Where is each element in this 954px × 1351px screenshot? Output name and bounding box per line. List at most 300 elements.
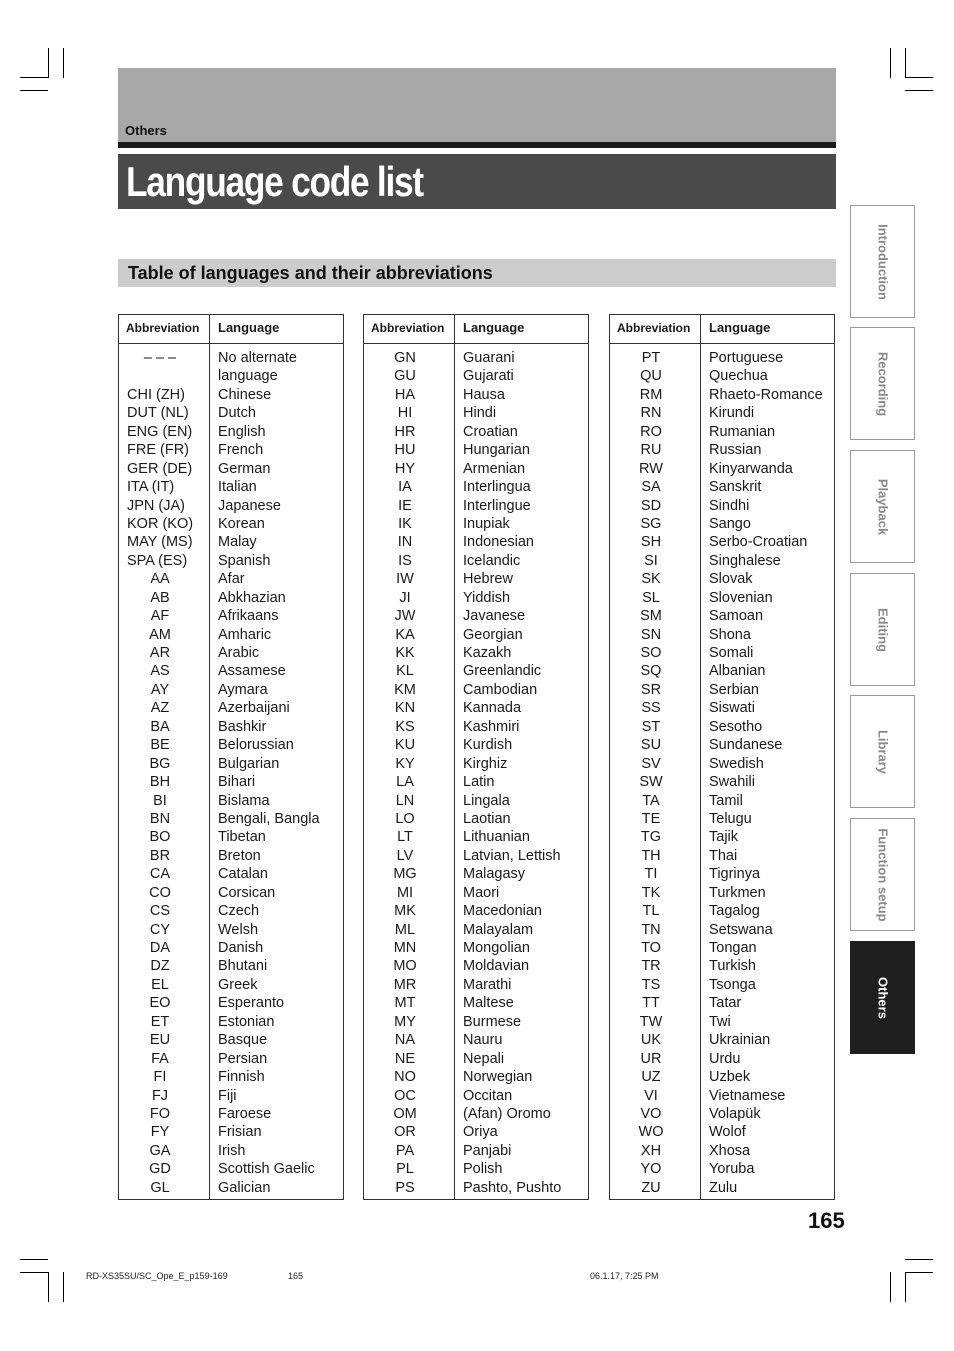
abbreviation-cell: PT	[641, 350, 661, 366]
language-cell: Tajik	[709, 829, 739, 846]
abbreviation-cell: EO	[149, 995, 171, 1012]
language-cell: Kirundi	[709, 405, 755, 422]
abbreviation-cell: PL	[396, 1161, 414, 1178]
abbreviation-cell: RU	[640, 442, 662, 459]
table-row	[364, 755, 588, 773]
language-cell: Thai	[709, 847, 738, 864]
language-cell: Bihari	[218, 774, 256, 791]
abbreviation-cell: DZ	[150, 958, 170, 975]
abbreviation-cell: MY	[394, 1013, 416, 1030]
abbreviation-cell: FI	[153, 1069, 167, 1086]
language-cell: No alternate	[218, 350, 297, 366]
table-row	[119, 626, 343, 644]
abbreviation-cell: KU	[394, 737, 416, 754]
side-tab-label: Library	[875, 729, 890, 774]
language-cell: Ukrainian	[709, 1032, 771, 1049]
abbreviation-cell: LN	[395, 792, 415, 809]
language-cell: Shona	[709, 626, 751, 643]
abbreviation-cell: AY	[150, 681, 170, 698]
table-row	[364, 902, 588, 920]
table-row	[119, 994, 343, 1012]
abbreviation-cell: TW	[639, 1013, 663, 1030]
language-cell: Maltese	[463, 995, 514, 1012]
abbreviation-cell: TH	[641, 847, 661, 864]
abbreviation-cell: PS	[395, 1179, 415, 1196]
table-row	[119, 902, 343, 920]
table-row	[119, 865, 343, 883]
table-row	[119, 1013, 343, 1031]
side-tab-editing[interactable]	[850, 573, 915, 686]
table-row	[364, 589, 588, 607]
abbreviation-cell: GN	[394, 350, 416, 366]
abbreviation-cell: CS	[149, 903, 171, 920]
language-cell: Danish	[218, 940, 264, 956]
language-cell: Afar	[218, 571, 245, 588]
table-row	[364, 1013, 588, 1031]
table-row	[364, 1050, 588, 1068]
side-tab-function-setup[interactable]	[850, 818, 915, 931]
language-cell: Irish	[218, 1142, 246, 1159]
abbreviation-cell: SI	[644, 552, 658, 569]
abbreviation-cell: TS	[641, 976, 661, 993]
table-row	[610, 828, 834, 846]
table-row	[610, 441, 834, 459]
abbreviation-cell: HI	[397, 405, 413, 422]
language-cell: Spanish	[218, 552, 271, 569]
abbreviation-cell: OM	[393, 1105, 417, 1122]
language-cell: Slovenian	[709, 589, 773, 606]
abbreviation-cell: NE	[394, 1050, 416, 1067]
language-cell: Telugu	[709, 810, 752, 827]
abbreviation-cell: UZ	[641, 1069, 661, 1086]
abbreviation-cell: SG	[640, 515, 662, 532]
table-row	[119, 423, 343, 441]
language-cell: Bhutani	[218, 958, 268, 975]
language-cell: Interlingue	[463, 497, 531, 514]
footer-file: RD-XS35SU/SC_Ope_E_p159-169	[86, 1271, 228, 1281]
abbreviation-cell: SK	[641, 571, 661, 588]
table-row	[364, 441, 588, 459]
language-cell: Macedonian	[463, 903, 542, 920]
abbreviation-cell: IN	[397, 534, 413, 551]
table-row	[119, 1123, 343, 1141]
abbreviation-cell: MR	[393, 976, 417, 993]
abbreviation-cell: RW	[639, 460, 663, 477]
language-cell: Japanese	[218, 497, 281, 514]
table-row	[610, 552, 834, 570]
abbreviation-cell: KA	[395, 626, 415, 643]
language-cell: Esperanto	[218, 995, 285, 1012]
table-header	[119, 315, 343, 344]
abbreviation-cell: LO	[395, 810, 415, 827]
abbreviation-cell: GU	[394, 368, 416, 385]
language-cell: Rumanian	[709, 423, 776, 440]
table-row	[610, 1123, 834, 1141]
table-row	[364, 957, 588, 975]
language-cell: Bulgarian	[218, 755, 280, 772]
abbreviation-cell: SD	[640, 497, 662, 514]
crop-mark	[20, 77, 48, 78]
side-tab-label: Others	[875, 976, 890, 1019]
abbreviation-cell: JI	[399, 589, 411, 606]
table-body	[119, 349, 343, 1197]
table-row	[610, 847, 834, 865]
abbreviation-cell: FA	[151, 1050, 169, 1067]
abbreviation-cell: FJ	[151, 1087, 169, 1104]
language-cell: Kannada	[463, 700, 522, 717]
language-cell: Tsonga	[709, 976, 756, 993]
language-cell: Quechua	[709, 368, 768, 385]
table-row	[119, 939, 343, 957]
table-row	[610, 718, 834, 736]
table-row	[119, 1050, 343, 1068]
language-cell: Aymara	[218, 681, 268, 698]
language-cell: Sanskrit	[709, 479, 762, 496]
language-cell: Hindi	[463, 405, 497, 422]
header-abbreviation: Abbreviation	[371, 321, 445, 335]
table-row	[610, 589, 834, 607]
abbreviation-cell: KS	[395, 718, 415, 735]
abbreviation-cell: ST	[641, 718, 661, 735]
crop-mark	[63, 1272, 64, 1302]
table-row	[119, 1142, 343, 1160]
table-row	[364, 736, 588, 754]
abbreviation-cell: TE	[641, 810, 661, 827]
language-cell: Interlingua	[463, 479, 531, 496]
language-cell: Volapük	[709, 1105, 761, 1122]
table-row	[610, 515, 834, 533]
abbreviation-cell: RO	[640, 423, 662, 440]
table-row	[610, 884, 834, 902]
table-row	[119, 644, 343, 662]
language-cell: Kirghiz	[463, 755, 508, 772]
language-cell: Abkhazian	[218, 589, 286, 606]
abbreviation-cell: SR	[640, 681, 662, 698]
language-cell: Tatar	[709, 995, 742, 1012]
table-row	[364, 570, 588, 588]
table-row	[610, 1179, 834, 1197]
table-row	[610, 1087, 834, 1105]
subtitle-bar	[118, 259, 836, 287]
language-cell: Bislama	[218, 792, 270, 809]
language-cell: Kazakh	[463, 645, 512, 661]
language-cell: Tamil	[709, 792, 743, 809]
header-language: Language	[709, 320, 771, 335]
abbreviation-cell: UK	[640, 1032, 662, 1049]
language-cell: Fiji	[218, 1087, 237, 1104]
table-row	[119, 773, 343, 791]
language-cell: Slovak	[709, 571, 753, 588]
crop-mark	[48, 48, 49, 78]
language-cell: Samoan	[709, 608, 764, 625]
table-row	[119, 589, 343, 607]
abbreviation-cell: YO	[640, 1161, 662, 1178]
table-row	[610, 792, 834, 810]
language-cell: Mongolian	[463, 940, 530, 956]
language-cell: Frisian	[218, 1124, 262, 1141]
abbreviation-cell: KN	[394, 700, 416, 717]
table-row	[119, 699, 343, 717]
table-header	[364, 315, 588, 344]
language-cell: Singhalese	[709, 552, 781, 569]
table-row	[119, 792, 343, 810]
language-cell: Norwegian	[463, 1069, 533, 1086]
table-row	[364, 773, 588, 791]
table-row	[119, 810, 343, 828]
side-tab-introduction[interactable]	[850, 205, 915, 318]
abbreviation-cell: GA	[149, 1142, 171, 1159]
language-cell: Bashkir	[218, 718, 267, 735]
language-cell: (Afan) Oromo	[463, 1105, 551, 1122]
table-row	[364, 976, 588, 994]
table-row	[364, 386, 588, 404]
language-cell: Hungarian	[463, 442, 530, 459]
language-cell: Wolof	[709, 1124, 746, 1141]
language-cell: Kashmiri	[463, 718, 520, 735]
language-cell: Swedish	[709, 755, 764, 772]
table-row	[610, 1142, 834, 1160]
abbreviation-cell: IA	[398, 479, 412, 496]
abbreviation-cell: AZ	[150, 700, 170, 717]
abbreviation-cell: SA	[641, 479, 661, 496]
language-cell: language	[218, 368, 278, 385]
table-row	[119, 884, 343, 902]
crop-mark	[63, 48, 64, 78]
abbreviation-cell: SQ	[640, 663, 662, 680]
table-row	[364, 478, 588, 496]
table-row	[364, 865, 588, 883]
language-cell: Chinese	[218, 386, 272, 403]
abbreviation-cell: KL	[396, 663, 414, 680]
language-cell: Assamese	[218, 663, 286, 680]
side-tab-label: Editing	[875, 607, 890, 652]
table-row	[364, 367, 588, 385]
language-cell: Twi	[709, 1013, 731, 1030]
abbreviation-cell: JW	[394, 608, 416, 625]
abbreviation-cell: TK	[641, 884, 661, 901]
footer-date: 06.1.17, 7:25 PM	[590, 1271, 659, 1281]
table-row	[610, 662, 834, 680]
abbreviation-cell: FY	[150, 1124, 170, 1141]
header-language: Language	[218, 320, 280, 335]
table-row	[610, 533, 834, 551]
abbreviation-cell: BG	[149, 755, 171, 772]
abbreviation-cell: IK	[398, 515, 412, 532]
abbreviation-cell: NO	[394, 1069, 416, 1086]
language-cell: Laotian	[463, 810, 511, 827]
abbreviation-cell: CO	[149, 884, 171, 901]
table-row	[610, 976, 834, 994]
table-row	[119, 552, 343, 570]
table-row	[610, 773, 834, 791]
language-cell: Latin	[463, 774, 495, 791]
table-row	[610, 404, 834, 422]
abbreviation-cell: TI	[644, 866, 658, 883]
language-cell: Javanese	[463, 608, 526, 625]
language-cell: Finnish	[218, 1069, 265, 1086]
abbreviation-cell: CA	[149, 866, 171, 883]
table-row	[119, 662, 343, 680]
abbreviation-cell: LA	[396, 774, 414, 791]
abbreviation-cell: QU	[640, 368, 662, 385]
table-row	[119, 1068, 343, 1086]
language-cell: Malay	[218, 534, 257, 551]
language-cell: Somali	[709, 645, 754, 661]
side-tab-label: Recording	[875, 351, 890, 416]
table-row	[610, 921, 834, 939]
table-row	[364, 349, 588, 367]
language-cell: Galician	[218, 1179, 271, 1196]
language-cell: Burmese	[463, 1013, 522, 1030]
side-tab-recording[interactable]	[850, 327, 915, 440]
abbreviation-cell: MN	[393, 940, 417, 956]
table-row	[119, 533, 343, 551]
crop-mark	[905, 90, 933, 91]
abbreviation-cell: AR	[149, 645, 171, 661]
abbreviation-cell: SW	[639, 774, 663, 791]
table-row	[610, 755, 834, 773]
language-cell: Serbo-Croatian	[709, 534, 808, 551]
abbreviation-cell: HA	[394, 386, 416, 403]
abbreviation-cell: TT	[642, 995, 660, 1012]
table-row	[119, 367, 343, 385]
side-tab-library[interactable]	[850, 695, 915, 808]
language-cell: German	[218, 460, 271, 477]
table-row	[610, 386, 834, 404]
language-cell: Sango	[709, 515, 751, 532]
language-cell: Guarani	[463, 350, 515, 366]
language-cell: Malayalam	[463, 921, 534, 938]
table-row	[364, 515, 588, 533]
abbreviation-cell: BO	[149, 829, 171, 846]
title-bar	[118, 154, 836, 209]
table-row	[610, 681, 834, 699]
abbreviation-cell: SN	[640, 626, 662, 643]
abbreviation-cell: OR	[394, 1124, 416, 1141]
table-row	[610, 460, 834, 478]
abbreviation-cell: TG	[640, 829, 662, 846]
language-table-3	[609, 314, 835, 1200]
abbreviation-cell: MG	[393, 866, 417, 883]
language-cell: French	[218, 442, 264, 459]
table-row	[364, 1031, 588, 1049]
language-cell: Marathi	[463, 976, 512, 993]
table-row	[119, 1087, 343, 1105]
abbreviation-cell: MT	[394, 995, 416, 1012]
table-row	[610, 367, 834, 385]
language-table-2	[363, 314, 589, 1200]
language-cell: Greek	[218, 976, 258, 993]
table-row	[610, 902, 834, 920]
table-row	[610, 994, 834, 1012]
language-cell: Setswana	[709, 921, 773, 938]
language-cell: Czech	[218, 903, 260, 920]
language-cell: Hebrew	[463, 571, 513, 588]
table-row	[610, 1013, 834, 1031]
language-cell: English	[218, 423, 266, 440]
language-cell: Pashto, Pushto	[463, 1179, 562, 1196]
side-tab-others[interactable]	[850, 941, 915, 1054]
abbreviation-cell: UR	[640, 1050, 662, 1067]
language-cell: Oriya	[463, 1124, 498, 1141]
table-row	[364, 718, 588, 736]
language-cell: Kinyarwanda	[709, 460, 793, 477]
abbreviation-cell: KK	[395, 645, 415, 661]
language-cell: Occitan	[463, 1087, 513, 1104]
page-number: 165	[808, 1208, 845, 1233]
language-cell: Tibetan	[218, 829, 266, 846]
table-row	[364, 792, 588, 810]
language-cell: Bengali, Bangla	[218, 810, 320, 827]
language-cell: Icelandic	[463, 552, 521, 569]
table-row	[364, 533, 588, 551]
side-tab-playback[interactable]	[850, 450, 915, 563]
table-row	[119, 718, 343, 736]
abbreviation-cell: DUT (NL)	[127, 405, 189, 422]
language-cell: Indonesian	[463, 534, 534, 551]
table-row	[610, 1160, 834, 1178]
table-row	[119, 570, 343, 588]
language-cell: Scottish Gaelic	[218, 1161, 315, 1178]
table-row	[364, 552, 588, 570]
abbreviation-cell: BI	[153, 792, 167, 809]
language-cell: Uzbek	[709, 1069, 751, 1086]
language-cell: Croatian	[463, 423, 518, 440]
table-row	[610, 865, 834, 883]
abbreviation-cell: IE	[398, 497, 412, 514]
table-row	[119, 1160, 343, 1178]
abbreviation-cell: EU	[149, 1032, 171, 1049]
table-row	[119, 921, 343, 939]
abbreviation-cell: HR	[394, 423, 416, 440]
abbreviation-cell: SS	[641, 700, 661, 717]
language-cell: Faroese	[218, 1105, 272, 1122]
abbreviation-cell: AM	[149, 626, 171, 643]
language-cell: Lithuanian	[463, 829, 530, 846]
table-row	[364, 921, 588, 939]
abbreviation-cell: VO	[640, 1105, 662, 1122]
abbreviation-cell: – – –	[143, 350, 177, 366]
abbreviation-cell: JPN (JA)	[127, 497, 185, 514]
abbreviation-cell: IS	[398, 552, 412, 569]
table-row	[119, 497, 343, 515]
table-row	[119, 828, 343, 846]
table-row	[364, 1142, 588, 1160]
table-row	[610, 497, 834, 515]
language-cell: Latvian, Lettish	[463, 847, 561, 864]
table-row	[364, 1179, 588, 1197]
crop-mark	[905, 1272, 933, 1273]
abbreviation-cell: CHI (ZH)	[127, 386, 185, 403]
abbreviation-cell: SO	[640, 645, 662, 661]
language-cell: Basque	[218, 1032, 268, 1049]
table-row	[119, 755, 343, 773]
table-row	[119, 957, 343, 975]
language-cell: Maori	[463, 884, 500, 901]
abbreviation-cell: RM	[639, 386, 663, 403]
abbreviation-cell: IW	[396, 571, 414, 588]
abbreviation-cell: GER (DE)	[127, 460, 193, 477]
language-cell: Arabic	[218, 645, 260, 661]
header-rule	[118, 142, 836, 148]
abbreviation-cell: KY	[395, 755, 415, 772]
abbreviation-cell: FRE (FR)	[127, 442, 190, 459]
language-cell: Polish	[463, 1161, 503, 1178]
language-cell: Yiddish	[463, 589, 511, 606]
language-cell: Korean	[218, 515, 265, 532]
language-cell: Breton	[218, 847, 261, 864]
language-cell: Estonian	[218, 1013, 275, 1030]
